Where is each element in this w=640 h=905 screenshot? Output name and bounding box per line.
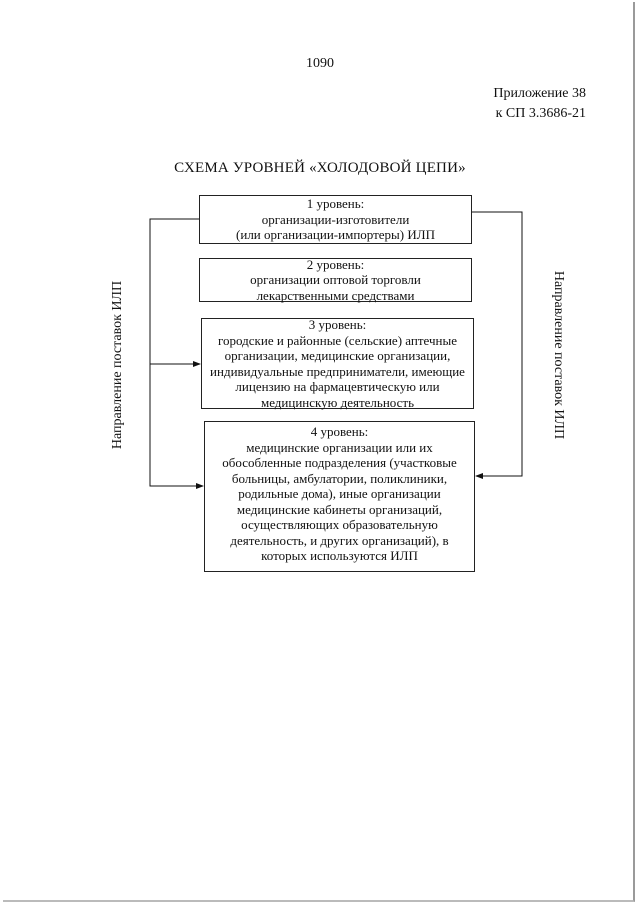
level-2-line: лекарственными средствами	[256, 287, 415, 303]
level-3-line: организации, медицинские организации,	[224, 348, 451, 363]
left-direction-label: Направление поставок ИЛП	[110, 280, 125, 450]
level-4-line: которых используются ИЛП	[261, 548, 418, 563]
level-4-line: деятельность, и других организаций), в	[230, 532, 449, 548]
level-2-box	[199, 258, 472, 302]
level-4-line: осуществляющих образовательную	[241, 517, 438, 532]
diagram-title: СХЕМА УРОВНЕЙ «ХОЛОДОВОЙ ЦЕПИ»	[174, 160, 466, 176]
level-4-heading: 4 уровень:	[310, 424, 369, 439]
level-1-heading: 1 уровень:	[306, 196, 365, 212]
level-4-line: родильные дома), иные организации	[238, 486, 441, 501]
page-number: 1090	[306, 56, 334, 71]
level-3-line: лицензию на фармацевтическую или	[235, 379, 440, 394]
level-4-line: медицинские организации или их	[246, 439, 433, 455]
level-3-line: городские и районные (сельские) аптечные	[218, 332, 457, 348]
right-direction-label: Направление поставок ИЛП	[551, 270, 566, 440]
appendix-line-1: Приложение 38	[493, 86, 586, 101]
level-3-line: медицинскую деятельность	[260, 394, 415, 410]
level-1-line: организации-изготовители	[261, 211, 410, 227]
level-4-line: медицинские кабинеты организаций,	[236, 501, 443, 517]
level-3-heading: 3 уровень:	[308, 317, 367, 332]
appendix-line-2: к СП 3.3686-21	[495, 106, 586, 121]
level-3-box	[201, 318, 474, 409]
level-3-line: индивидуальные предприниматели, имеющие	[210, 363, 465, 379]
level-4-box	[204, 421, 475, 572]
right-connector	[472, 212, 522, 476]
level-1-line: (или организации-импортеры) ИЛП	[236, 227, 435, 243]
level-1-box	[199, 195, 472, 244]
level-4-line: обособленные подразделения (участковые	[222, 455, 457, 470]
level-2-heading: 2 уровень:	[306, 256, 365, 272]
level-2-line: организации оптовой торговли	[250, 272, 421, 288]
level-4-line: больницы, амбулатории, поликлиники,	[231, 470, 448, 486]
left-connector	[150, 219, 203, 486]
